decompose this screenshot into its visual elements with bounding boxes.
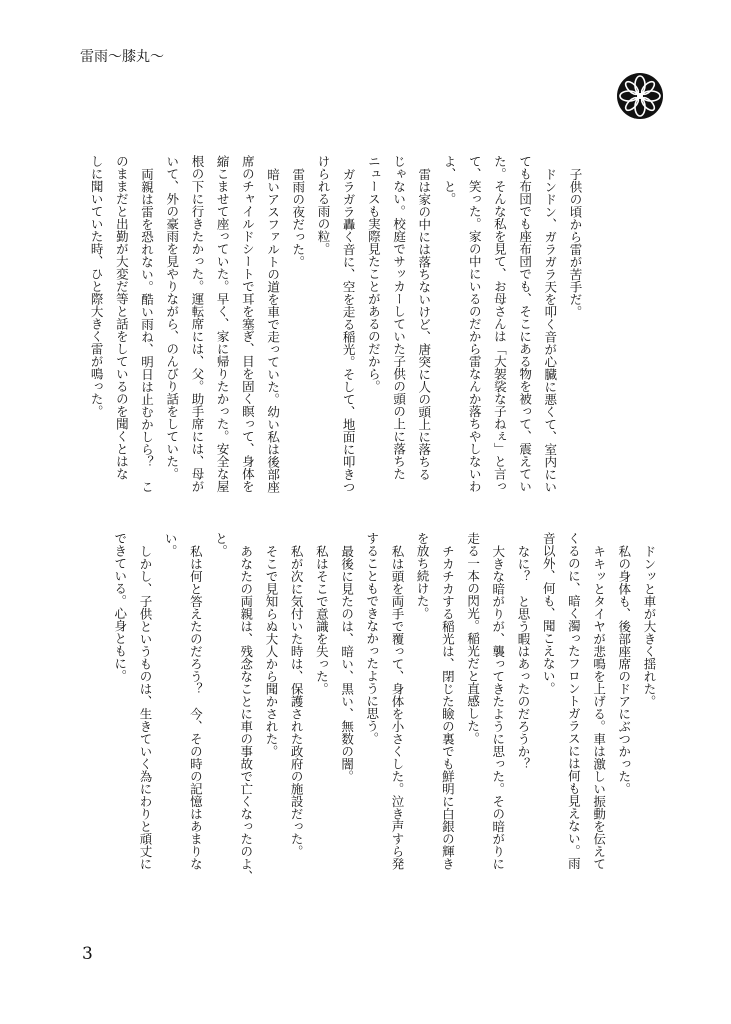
body-text-upper (84, 155, 588, 517)
text-column: 私が次に気付いた時は、保護された政府の施設だった。 (289, 544, 305, 857)
text-column: と。 (213, 532, 229, 557)
text-column: ドンッと車が大きく揺れた。 (642, 544, 657, 707)
text-column: よ、と。 (441, 155, 457, 205)
text-column: を放ち続けた。 (415, 532, 431, 620)
text-column: ても布団でも座布団でも、そこにある物を被って、震えてい (517, 155, 533, 493)
text-column: 雷雨の夜だった。 (290, 167, 306, 268)
page-number: 3 (82, 944, 93, 964)
text-column: 私は頭を両手で覆って、身体を小さくした。泣き声すら発 (389, 544, 405, 870)
text-column: けられる雨の粒。 (315, 155, 331, 255)
text-column: 両親は雷を恐れない。酷い雨ね、明日は止むかしら？ こ (139, 167, 155, 493)
text-column: 私はそこで意識を失った。 (314, 544, 330, 695)
text-column: 音以外、何も、聞こえない。 (541, 532, 557, 695)
text-column: なに？ と思う暇はあったのだろうか？ (515, 544, 531, 770)
text-column: できている。心身ともに。 (112, 532, 128, 682)
text-column: キキッとタイヤが悲鳴を上げる。車は激しい振動を伝えて (591, 544, 607, 870)
text-column: チカチカする稲光は、閉じた瞼の裏でも鮮明に白銀の輝き (440, 544, 456, 870)
text-column: 席のチャイルドシートで耳を塞ぎ、目を固く瞑って、身体を (240, 155, 256, 493)
text-column: 縮こませて座っていた。早く、家に帰りたかった。安全な屋 (215, 155, 231, 493)
text-column: あなたの両親は、残念なことに車の事故で亡くなったのよ、 (238, 544, 254, 882)
text-column: て、笑った。家の中にいるのだから雷なんか落ちやしないわ (467, 155, 483, 493)
text-column: ニュースも実際見たことがあるのだから。 (366, 155, 382, 393)
text-column: い。 (163, 532, 179, 557)
text-column: ガラガラ轟く音に、空を走る稲光。そして、地面に叩きつ (341, 167, 357, 493)
text-column: 走る一本の閃光。稲光だと直感した。 (465, 532, 481, 745)
text-column: 私の身体も、後部座席のドアにぶつかった。 (616, 544, 632, 795)
text-column: 大きな暗がりが、襲ってきたように思った。その暗がりに (490, 544, 506, 870)
running-header-title: 雷雨〜膝丸〜 (80, 49, 164, 65)
text-column: 私は何と答えたのだろう？ 今、その時の記憶はあまりな (188, 544, 204, 870)
text-column: することもできなかったように思う。 (364, 532, 380, 745)
text-column: 最後に見たのは、暗い、黒い、無数の闇。 (339, 544, 355, 782)
body-text-lower (106, 532, 662, 947)
text-column: 暗いアスファルトの道を車で走っていた。幼い私は後部座 (265, 167, 281, 493)
text-column: のままだと出勤が大変だ等と話をしているのを聞くとはな (114, 155, 130, 480)
text-column: 子供の頃から雷が苦手だ。 (568, 167, 583, 318)
text-column: ドンドン、ガラガラ天を叩く音が心臓に悪くて、室内にい (542, 167, 558, 493)
text-column: た。そんな私を見て、お母さんは「大袈裟な子ねぇ」と言っ (492, 155, 508, 493)
text-column: 根の下に行きたかった。運転席には、父。助手席には、母が (189, 155, 205, 493)
text-column: 雷は家の中には落ちないけど、唐突に人の頭上に落ちる (416, 167, 432, 480)
text-column: そこで見知らぬ大人から聞かされた。 (263, 544, 279, 757)
flower-crest-emblem-icon (616, 72, 664, 120)
text-column: いて、外の豪雨を見やりながら、のんびり話をしていた。 (164, 155, 180, 480)
text-column: じゃない。校庭でサッカーしていた子供の頭の上に落ちた (391, 155, 407, 480)
text-column: しかし、子供というものは、生きていく為にわりと頑丈に (137, 544, 153, 870)
text-column: しに聞いていた時、ひと際大きく雷が鳴った。 (89, 155, 105, 418)
text-column: くるのに、暗く濁ったフロントガラスには何も見えない。雨 (566, 532, 582, 870)
